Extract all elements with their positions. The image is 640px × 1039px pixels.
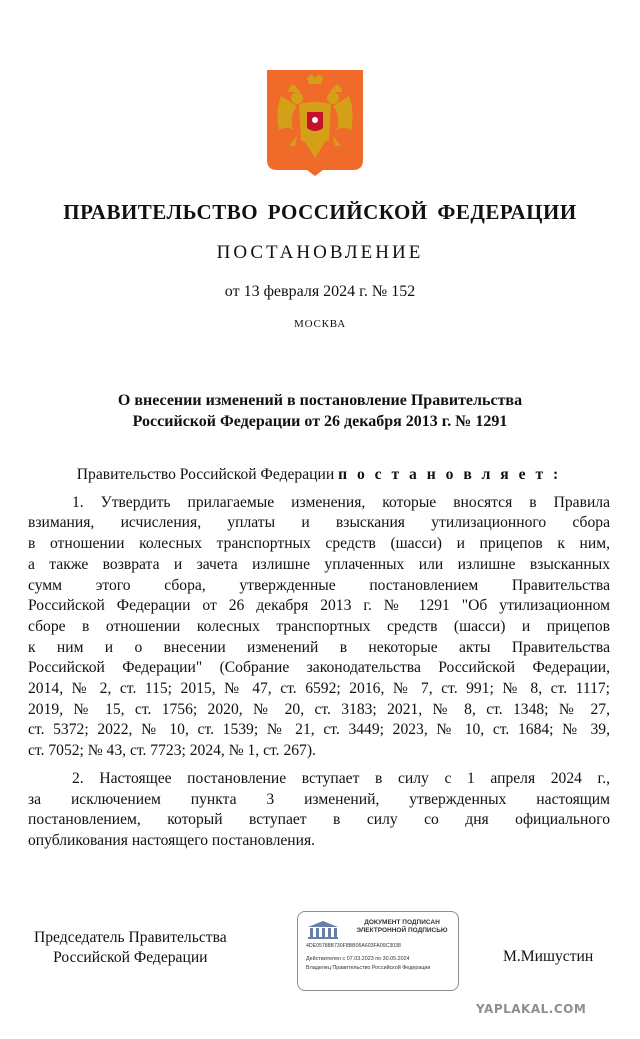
preamble-verb: п о с т а н о в л я е т :	[338, 466, 562, 483]
paragraph-line: Российской Федерации от 26 декабря 2013 г. № 1291 "Об утилизационном	[28, 597, 610, 615]
paragraph-line: 2. Настоящее постановление вступает в силу с 1 апреля 2024 г.,	[72, 769, 610, 787]
document-type: ПОСТАНОВЛЕНИЕ	[216, 242, 424, 263]
government-title: ПРАВИТЕЛЬСТВО РОССИЙСКОЙ ФЕДЕРАЦИИ	[63, 200, 577, 224]
paragraph-line: а также возврата и зачета излишне уплаченных или излишне взысканных	[28, 555, 610, 573]
document-subject	[0, 390, 640, 432]
double-headed-eagle-icon	[267, 70, 363, 176]
subject-line: Российской Федерации от 26 декабря 2013 г. № 1291	[132, 413, 508, 430]
paragraph-line: постановлением, который вступает в силу со дня официального	[28, 811, 610, 829]
stamp-heading	[348, 919, 456, 935]
certificate-owner: Владелец Правительство Российской Федерации	[306, 965, 431, 971]
document-date-number: от 13 февраля 2024 г. № 152	[224, 283, 416, 300]
paragraph-2	[28, 769, 610, 852]
preamble	[28, 465, 610, 486]
paragraph-line: 1. Утвердить прилагаемые изменения, которые вносятся в Правила	[72, 493, 610, 511]
stamp-heading-line: ЭЛЕКТРОННОЙ ПОДПИСЬЮ	[356, 927, 448, 934]
signer-title	[34, 928, 227, 968]
paragraph-line: взимания, исчисления, уплаты и взыскания утилизационного сбора	[28, 514, 610, 532]
paragraph-line: Российской Федерации" (Собрание законодательства Российской Федерации,	[28, 659, 610, 677]
signer-name: М.Мишустин	[503, 948, 594, 965]
paragraph-line: за исключением пункта 3 изменений, утвержденных настоящим	[28, 790, 610, 808]
paragraph-line: 2014, № 2, ст. 115; 2015, № 47, ст. 6592; 2016, № 7, ст. 991; № 8, ст. 1117;	[28, 680, 610, 698]
signer-title-line: Председатель Правительства	[34, 929, 227, 946]
document-body	[28, 465, 610, 852]
paragraph-line: к ним и о внесении изменений в некоторые акты Правительства	[28, 638, 610, 656]
paragraph-line: в отношении колесных транспортных средств (шасси) и прицепов к ним,	[28, 535, 610, 553]
document-city: МОСКВА	[294, 318, 346, 330]
stamp-heading-line: ДОКУМЕНТ ПОДПИСАН	[364, 919, 440, 926]
paragraph-line: 2019, № 15, ст. 1756; 2020, № 20, ст. 3183; 2021, № 8, ст. 1348; № 27,	[28, 700, 610, 718]
paragraph-line: опубликования настоящего постановления.	[28, 831, 316, 849]
preamble-text: Правительство Российской Федерации	[76, 466, 335, 483]
electronic-signature-stamp	[297, 911, 459, 991]
paragraph-1	[28, 493, 610, 762]
signer-title-line: Российской Федерации	[53, 949, 208, 966]
certificate-validity: Действителен с 07.03.2023 по 30.05.2024	[306, 956, 410, 962]
paragraph-line: сборе в отношении колесных транспортных средств (шасси) и прицепов	[28, 617, 610, 635]
government-building-icon	[306, 920, 340, 940]
paragraph-line: ст. 7052; № 43, ст. 7723; 2024, № 1, ст. 267).	[28, 742, 316, 760]
paragraph-line: сумм этого сбора, утвержденные постановлением Правительства	[28, 576, 610, 594]
site-watermark: YAPLAKAL.COM	[476, 1002, 587, 1016]
paragraph-line: ст. 5372; 2022, № 10, ст. 1539; № 21, ст. 3449; 2023, № 10, ст. 1684; № 39,	[28, 721, 610, 739]
coat-of-arms-emblem	[267, 70, 363, 176]
certificate-serial: 4DE05788B730F8BB06A603FA09C3038	[306, 943, 401, 949]
subject-line: О внесении изменений в постановление Правительства	[117, 392, 523, 409]
